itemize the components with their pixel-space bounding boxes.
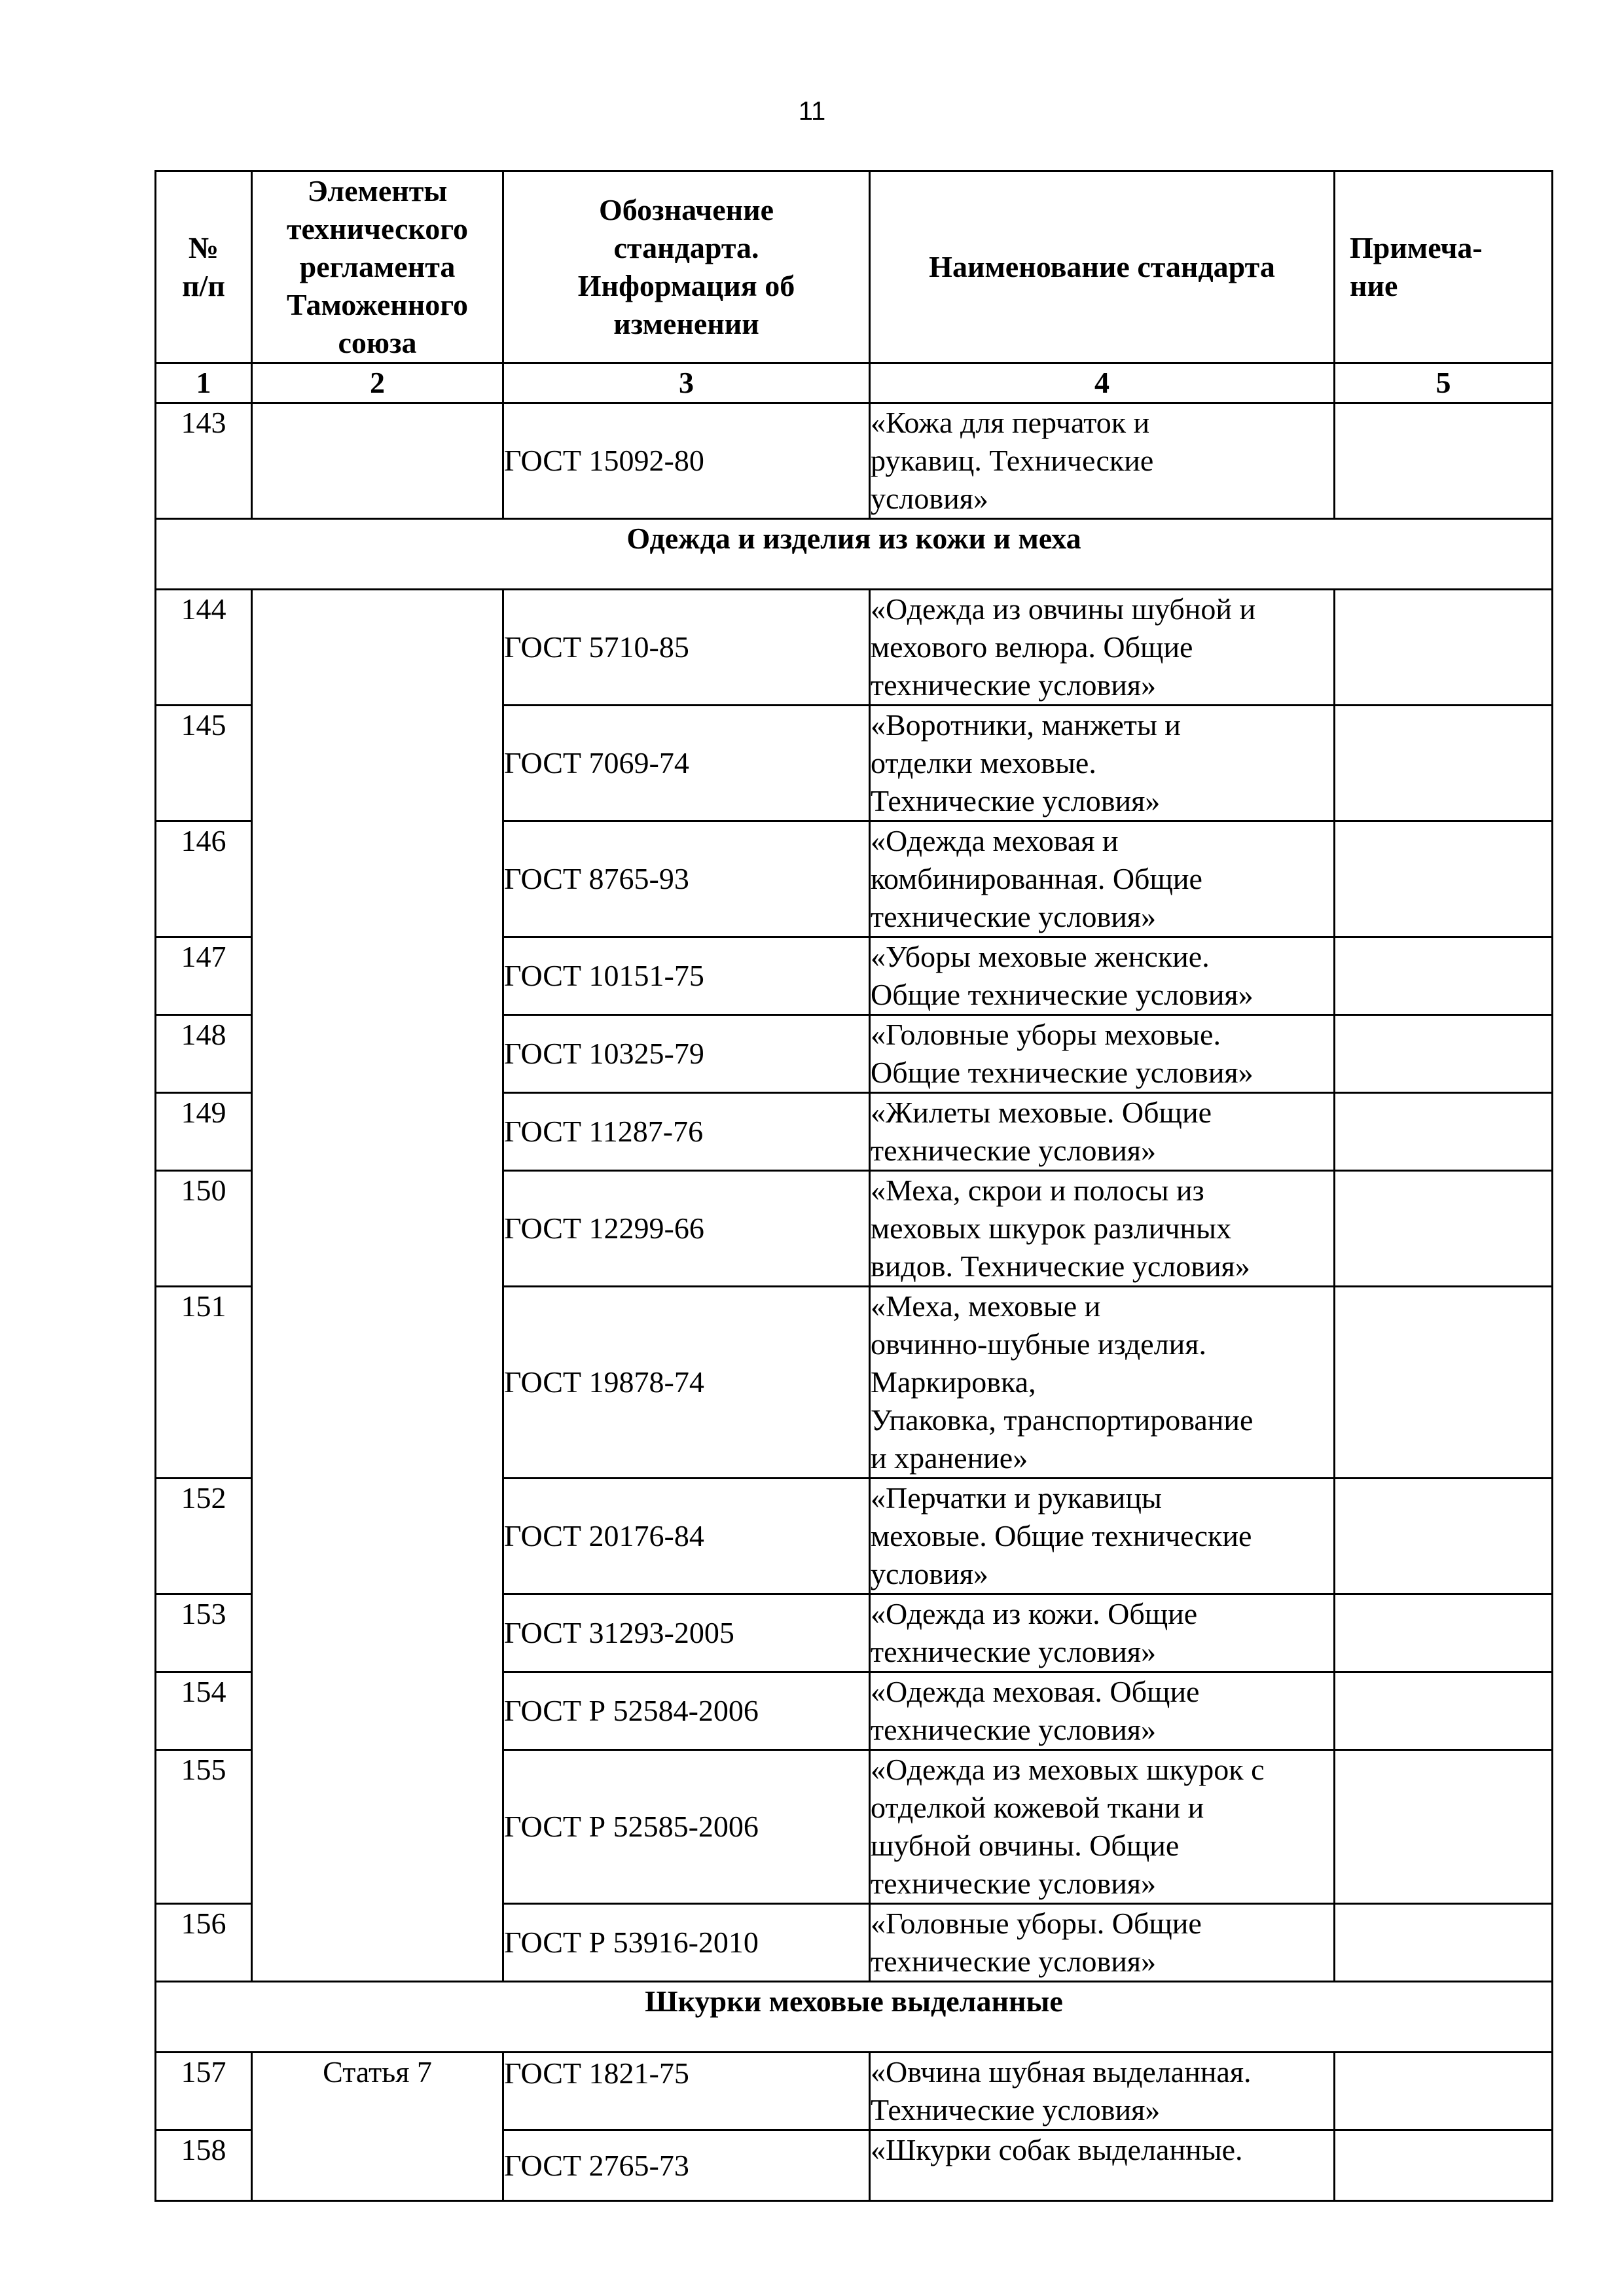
standard-name: «Одежда из меховых шкурок с отделкой кожевой ткани и шубной овчины. Общие технические условия»	[870, 1750, 1335, 1904]
row-note	[1335, 590, 1553, 706]
standard-code: ГОСТ 31293-2005	[503, 1594, 870, 1672]
header-designation: Обозначение стандарта. Информация об изменении	[503, 171, 870, 363]
column-number: 4	[870, 363, 1335, 403]
standard-code: ГОСТ 1821-75	[503, 2053, 870, 2130]
row-note	[1335, 1287, 1553, 1479]
row-note	[1335, 2130, 1553, 2201]
row-number: 144	[156, 590, 252, 706]
table-row	[156, 2053, 1553, 2130]
section-row	[156, 1982, 1553, 2053]
row-note	[1335, 1672, 1553, 1750]
standard-code: ГОСТ Р 52584-2006	[503, 1672, 870, 1750]
standard-name: «Жилеты меховые. Общие технические условия»	[870, 1093, 1335, 1171]
standards-table	[154, 170, 1553, 2202]
standard-name: «Овчина шубная выделанная. Технические условия»	[870, 2053, 1335, 2130]
row-number: 152	[156, 1479, 252, 1594]
row-number: 151	[156, 1287, 252, 1479]
row-note	[1335, 706, 1553, 821]
standard-name: «Одежда из кожи. Общие технические условия»	[870, 1594, 1335, 1672]
row-number: 156	[156, 1904, 252, 1982]
row-number: 157	[156, 2053, 252, 2130]
header-name: Наименование стандарта	[870, 171, 1335, 363]
standard-name: «Меха, скрои и полосы из меховых шкурок различных видов. Технические условия»	[870, 1171, 1335, 1287]
table-row	[156, 403, 1553, 519]
row-note	[1335, 821, 1553, 937]
standard-code: ГОСТ 2765-73	[503, 2130, 870, 2201]
header-elements: Элементы технического регламента Таможенного союза	[252, 171, 503, 363]
row-number: 149	[156, 1093, 252, 1171]
standard-code: ГОСТ 7069-74	[503, 706, 870, 821]
row-element	[252, 590, 503, 1982]
section-title: Шкурки меховые выделанные	[156, 1982, 1553, 2053]
column-number: 5	[1335, 363, 1553, 403]
row-note	[1335, 1015, 1553, 1093]
standard-code: ГОСТ Р 53916-2010	[503, 1904, 870, 1982]
standard-name: «Воротники, манжеты и отделки меховые. Технические условия»	[870, 706, 1335, 821]
table-header-row	[156, 171, 1553, 363]
section-row	[156, 519, 1553, 590]
standard-code: ГОСТ 11287-76	[503, 1093, 870, 1171]
row-element	[252, 403, 503, 519]
row-note	[1335, 1479, 1553, 1594]
standard-name: «Шкурки собак выделанные.	[870, 2130, 1335, 2201]
standard-name: «Одежда меховая и комбинированная. Общие технические условия»	[870, 821, 1335, 937]
standard-name: «Кожа для перчаток и рукавиц. Технические условия»	[870, 403, 1335, 519]
standard-code: ГОСТ 20176-84	[503, 1479, 870, 1594]
standard-code: ГОСТ 15092-80	[503, 403, 870, 519]
standard-code: ГОСТ Р 52585-2006	[503, 1750, 870, 1904]
standard-name: «Головные уборы. Общие технические условия»	[870, 1904, 1335, 1982]
row-note	[1335, 403, 1553, 519]
standard-code: ГОСТ 8765-93	[503, 821, 870, 937]
standard-name: «Меха, меховые и овчинно-шубные изделия. Маркировка, Упаковка, транспортирование и хранение»	[870, 1287, 1335, 1479]
standard-code: ГОСТ 10151-75	[503, 937, 870, 1015]
row-note	[1335, 1093, 1553, 1171]
row-number: 155	[156, 1750, 252, 1904]
header-number: № п/п	[156, 171, 252, 363]
standard-name: «Одежда меховая. Общие технические условия»	[870, 1672, 1335, 1750]
row-note	[1335, 1594, 1553, 1672]
row-note	[1335, 937, 1553, 1015]
row-number: 158	[156, 2130, 252, 2201]
standard-name: «Перчатки и рукавицы меховые. Общие технические условия»	[870, 1479, 1335, 1594]
row-note	[1335, 1904, 1553, 1982]
standard-code: ГОСТ 5710-85	[503, 590, 870, 706]
row-number: 146	[156, 821, 252, 937]
standard-name: «Головные уборы меховые. Общие технические условия»	[870, 1015, 1335, 1093]
page-number: 11	[798, 97, 826, 126]
standard-code: ГОСТ 12299-66	[503, 1171, 870, 1287]
column-numbers-row	[156, 363, 1553, 403]
section-title: Одежда и изделия из кожи и меха	[156, 519, 1553, 590]
column-number: 2	[252, 363, 503, 403]
row-number: 148	[156, 1015, 252, 1093]
row-number: 147	[156, 937, 252, 1015]
standard-code: ГОСТ 19878-74	[503, 1287, 870, 1479]
table-row	[156, 590, 1553, 706]
row-number: 154	[156, 1672, 252, 1750]
header-note: Примеча- ние	[1335, 171, 1553, 363]
row-element: Статья 7	[252, 2053, 503, 2201]
column-number: 1	[156, 363, 252, 403]
row-number: 145	[156, 706, 252, 821]
row-note	[1335, 1750, 1553, 1904]
standard-code: ГОСТ 10325-79	[503, 1015, 870, 1093]
standard-name: «Уборы меховые женские. Общие технические условия»	[870, 937, 1335, 1015]
column-number: 3	[503, 363, 870, 403]
standard-name: «Одежда из овчины шубной и мехового велюра. Общие технические условия»	[870, 590, 1335, 706]
row-number: 143	[156, 403, 252, 519]
row-note	[1335, 2053, 1553, 2130]
row-note	[1335, 1171, 1553, 1287]
row-number: 153	[156, 1594, 252, 1672]
row-number: 150	[156, 1171, 252, 1287]
